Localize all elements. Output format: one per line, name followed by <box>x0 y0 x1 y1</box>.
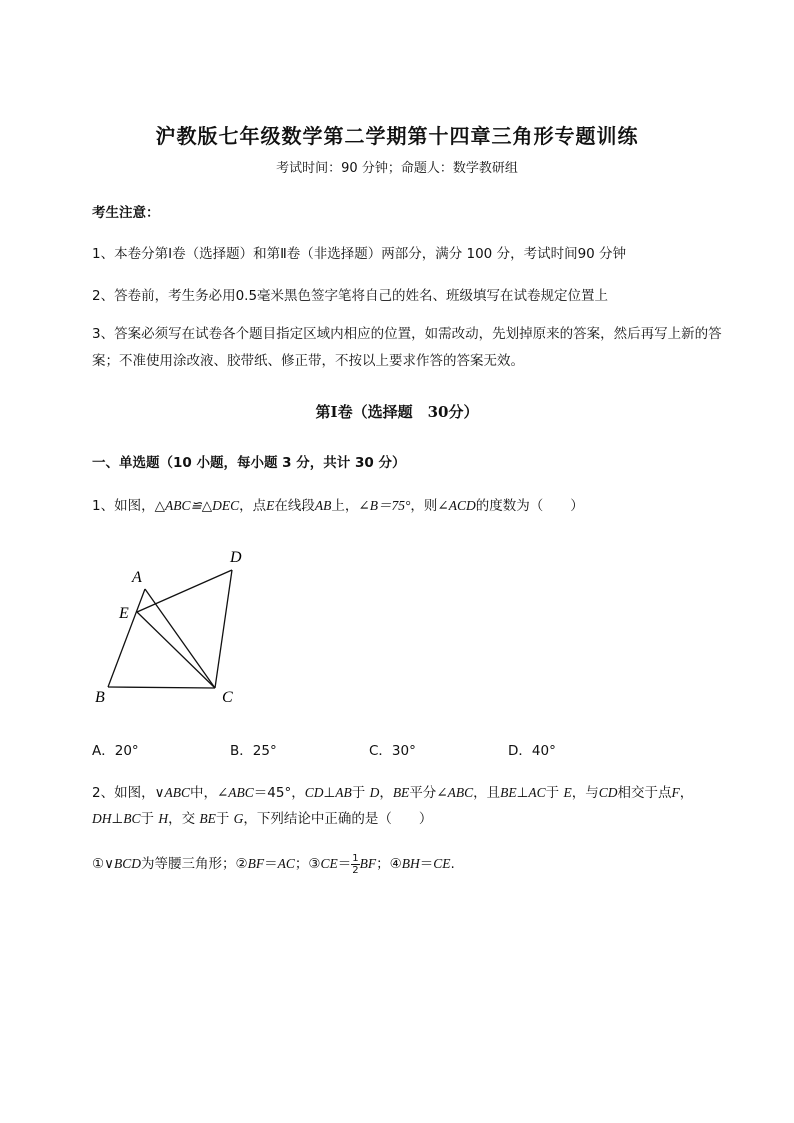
q2-math: BE <box>500 785 517 800</box>
q2-math: CE <box>320 856 338 871</box>
label-E: E <box>119 605 129 622</box>
label-D: D <box>230 549 242 566</box>
segment-BA <box>108 589 145 687</box>
q1-text: 的度数为（ ） <box>475 498 584 514</box>
q1-text: 1、如图， <box>92 498 155 514</box>
notice-item-1: 1、本卷分第Ⅰ卷（选择题）和第Ⅱ卷（非选择题）两部分，满分 100 分，考试时间90 分钟 <box>92 246 627 262</box>
q1-text: 上， <box>331 498 359 514</box>
segment-BC <box>108 687 215 688</box>
label-C: C <box>222 689 233 706</box>
q2-text: ，交 <box>168 811 200 827</box>
q1-option-d: D．40° <box>508 743 556 759</box>
segment-DC <box>215 570 232 688</box>
q2-text: 于 <box>215 811 234 827</box>
q2-text: ⊥ <box>516 785 529 801</box>
q2-text: 于 <box>351 785 370 801</box>
q2-math: G <box>233 811 244 826</box>
q1-option-c: C．30° <box>369 743 416 759</box>
q2-text: ，下列结论中正确的是（ ） <box>243 811 433 827</box>
q2-text: ， <box>679 785 694 801</box>
q2-math: BH <box>401 856 420 871</box>
q2-math: BE <box>199 811 216 826</box>
q2-text: ＝ <box>337 856 352 872</box>
q2-text: 为等腰三角形；② <box>141 856 248 872</box>
q1-math: ∠ACD <box>437 498 476 513</box>
q2-math: DH <box>92 811 112 826</box>
q2-math: ∨BCD <box>104 856 141 871</box>
q2-text: ；③ <box>294 856 321 872</box>
q2-math: ∠ABC <box>216 785 254 800</box>
q2-math: BF <box>247 856 265 871</box>
q2-text: ，与 <box>571 785 599 801</box>
question-1-stem <box>92 494 584 514</box>
q2-text: ⊥ <box>111 811 124 827</box>
page-title: 沪教版七年级数学第二学期第十四章三角形专题训练 <box>155 124 639 148</box>
q1-math: △ABC≌△DEC <box>154 498 240 513</box>
q2-text: 中， <box>189 785 217 801</box>
q2-math: F <box>671 785 680 800</box>
q1-text: ，则 <box>410 498 438 514</box>
q2-text: 2、如图， <box>92 785 155 801</box>
q1-math: ∠B＝75° <box>358 498 411 513</box>
segment-EC <box>137 612 215 688</box>
q2-text: ＝45°， <box>253 785 305 801</box>
q1-option-b: B．25° <box>230 743 277 759</box>
q2-math: BC <box>123 811 141 826</box>
q1-triangle-figure <box>85 540 265 715</box>
label-A: A <box>132 569 142 586</box>
section-title: 第Ⅰ卷（选择题 30分） <box>315 403 479 421</box>
question-2-line-2 <box>92 807 432 827</box>
q2-text: . <box>450 856 455 872</box>
fraction-one-half <box>351 853 359 876</box>
q2-text: ① <box>92 856 105 872</box>
q1-text: ，点 <box>239 498 267 514</box>
q2-math: ∠ABC <box>436 785 474 800</box>
q2-text: 相交于点 <box>617 785 672 801</box>
q2-text: 于 <box>140 811 159 827</box>
q2-math: CD <box>598 785 618 800</box>
q2-text: ， <box>379 785 393 801</box>
q2-math: BE <box>392 785 410 800</box>
fraction-denominator: 2 <box>352 864 359 876</box>
q2-text: ＝ <box>264 856 278 872</box>
notice-item-3: 3、答案必须写在试卷各个题目指定区域内相应的位置，如需改动，先划掉原来的答案，然后再写上新的答案；不准使用涂改液、胶带纸、修正带，不按以上要求作答的答案无效。 <box>92 326 722 369</box>
q2-text: 平分 <box>409 785 437 801</box>
q2-math: E <box>563 785 572 800</box>
q2-math: BF <box>359 856 377 871</box>
fraction-numerator: 1 <box>352 852 359 864</box>
q2-math: AB <box>335 785 352 800</box>
notice-item-2: 2、答卷前，考生务必用0.5毫米黑色签字笔将自己的姓名、班级填写在试卷规定位置上 <box>92 288 609 304</box>
q2-text: 于 <box>545 785 564 801</box>
q1-math: AB <box>314 498 332 513</box>
q2-math: AC <box>528 785 546 800</box>
segment-ED <box>137 570 232 612</box>
q2-math: D <box>369 785 380 800</box>
question-2-line-1 <box>92 781 693 801</box>
q2-text: ；④ <box>376 856 402 872</box>
notice-heading: 考生注意： <box>92 205 160 221</box>
q2-math: CD <box>304 785 324 800</box>
q2-math: H <box>158 811 169 826</box>
label-B: B <box>95 689 105 706</box>
exam-subtitle: 考试时间：90 分钟；命题人：数学教研组 <box>276 161 518 176</box>
part-title: 一、单选题（10 小题，每小题 3 分，共计 30 分） <box>92 455 406 471</box>
q1-text: 在线段 <box>274 498 315 514</box>
q2-math: AC <box>277 856 295 871</box>
q2-text: ＝ <box>419 856 434 872</box>
q2-math: ∨ABC <box>154 785 190 800</box>
question-2-conclusions <box>92 852 455 876</box>
q2-text: ⊥ <box>323 785 336 801</box>
q1-math: E <box>266 498 275 513</box>
q2-math: CE <box>433 856 451 871</box>
q1-option-a: A．20° <box>92 743 139 759</box>
q2-text: ，且 <box>473 785 501 801</box>
